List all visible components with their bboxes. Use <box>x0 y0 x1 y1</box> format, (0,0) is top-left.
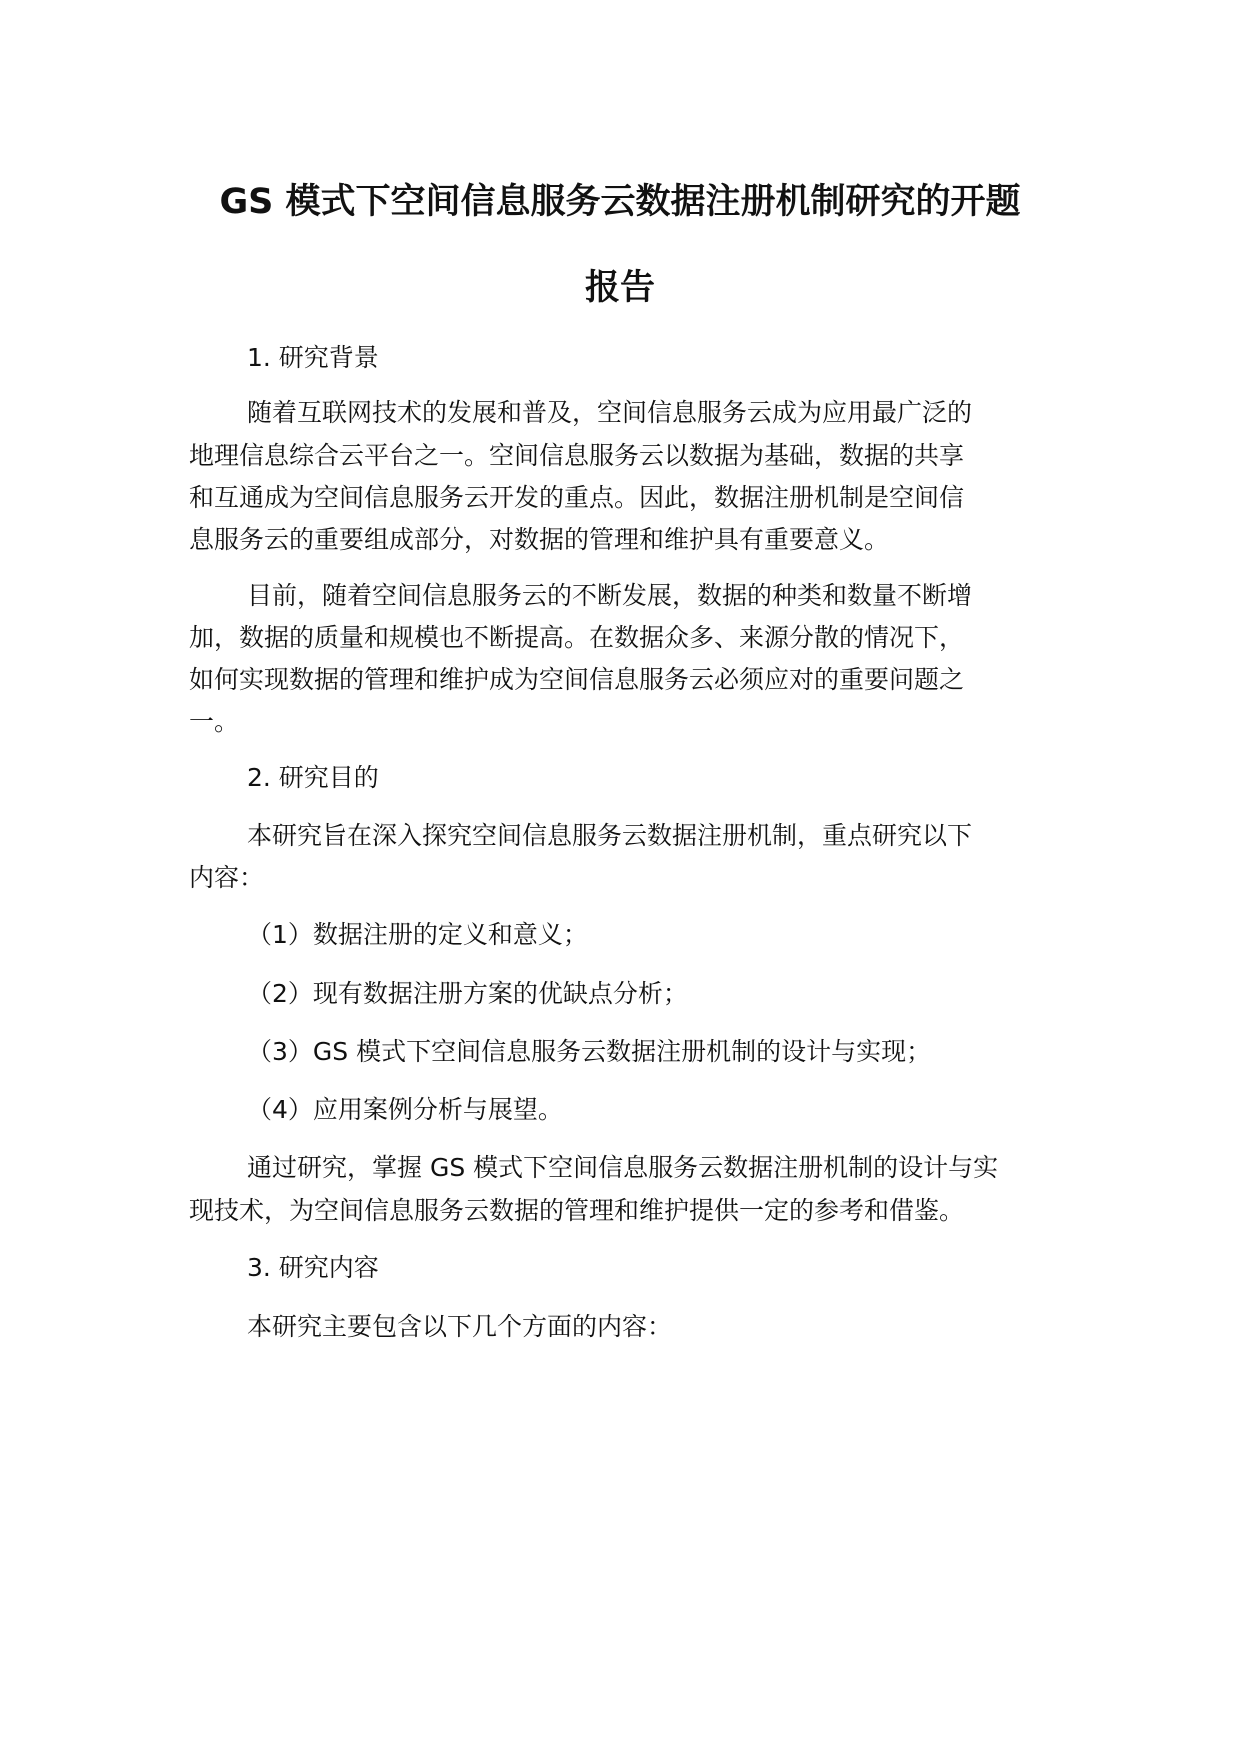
section-2-heading: 2. 研究目的 <box>247 763 379 792</box>
paragraph-line: 地理信息综合云平台之一。空间信息服务云以数据为基础，数据的共享 <box>189 441 965 470</box>
paragraph-line: 本研究主要包含以下几个方面的内容： <box>247 1312 673 1341</box>
paragraph-line: 本研究旨在深入探究空间信息服务云数据注册机制，重点研究以下 <box>247 821 973 850</box>
paragraph-line: 和互通成为空间信息服务云开发的重点。因此，数据注册机制是空间信 <box>189 483 965 512</box>
document-title-line-1: GS 模式下空间信息服务云数据注册机制研究的开题 <box>219 182 1021 222</box>
paragraph-line: 目前，随着空间信息服务云的不断发展，数据的种类和数量不断增 <box>247 581 973 610</box>
paragraph-line: 通过研究，掌握 GS 模式下空间信息服务云数据注册机制的设计与实 <box>247 1153 999 1182</box>
list-item: （3）GS 模式下空间信息服务云数据注册机制的设计与实现； <box>247 1037 932 1066</box>
list-item: （2）现有数据注册方案的优缺点分析； <box>247 979 688 1008</box>
section-1-heading: 1. 研究背景 <box>247 343 379 372</box>
paragraph-line: 现技术，为空间信息服务云数据的管理和维护提供一定的参考和借鉴。 <box>189 1196 965 1225</box>
paragraph-line: 一。 <box>189 707 240 736</box>
list-item: （1）数据注册的定义和意义； <box>247 920 588 949</box>
list-item: （4）应用案例分析与展望。 <box>247 1095 563 1124</box>
document-title-line-2: 报告 <box>584 268 655 308</box>
paragraph-line: 内容： <box>189 863 265 892</box>
section-3-heading: 3. 研究内容 <box>247 1253 379 1282</box>
paragraph-line: 随着互联网技术的发展和普及，空间信息服务云成为应用最广泛的 <box>247 398 973 427</box>
paragraph-line: 如何实现数据的管理和维护成为空间信息服务云必须应对的重要问题之 <box>189 665 965 694</box>
paragraph-line: 息服务云的重要组成部分，对数据的管理和维护具有重要意义。 <box>189 525 890 554</box>
paragraph-line: 加，数据的质量和规模也不断提高。在数据众多、来源分散的情况下， <box>189 623 965 652</box>
